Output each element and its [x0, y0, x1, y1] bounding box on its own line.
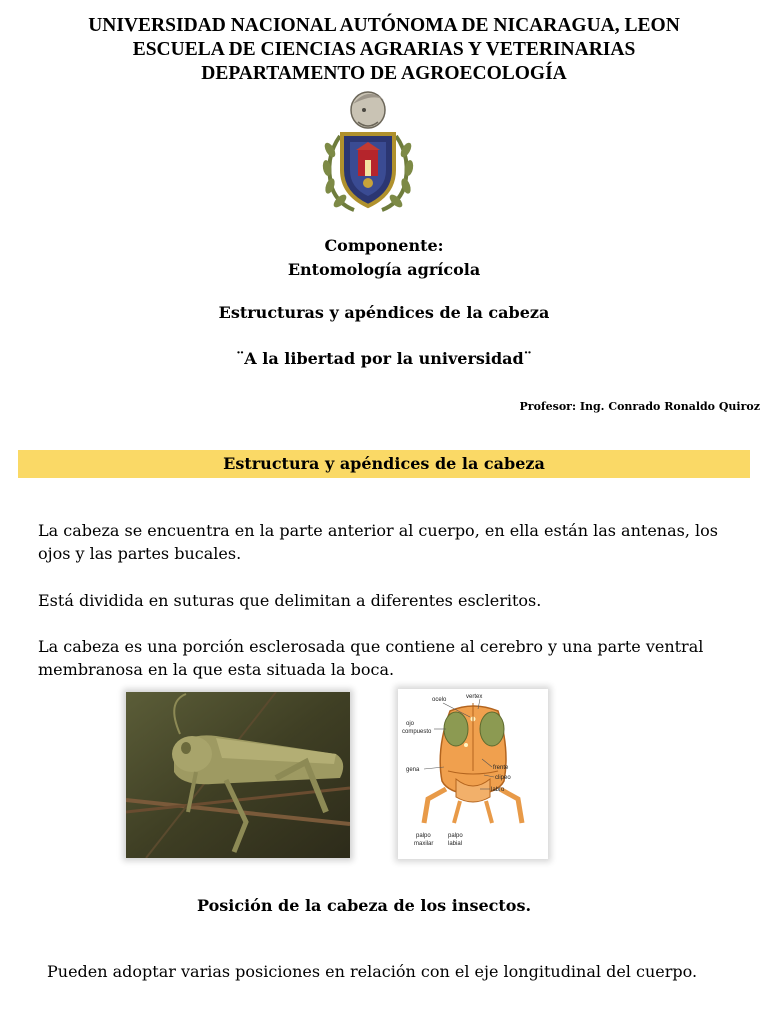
university-name: UNIVERSIDAD NACIONAL AUTÓNOMA DE NICARAGUA, LEON: [88, 15, 680, 36]
document-subtitle: Estructuras y apéndices de la cabeza: [218, 303, 550, 322]
grasshopper-photo: [126, 692, 350, 858]
paragraph-2: Está dividida en suturas que delimitan a diferentes escleritos.: [38, 591, 542, 610]
document-header: [0, 14, 768, 86]
professor-name: Profesor: Ing. Conrado Ronaldo Quiroz: [519, 400, 760, 413]
section-title-band: Estructura y apéndices de la cabeza: [18, 450, 750, 478]
label-palpo-labial-2: labial: [448, 841, 463, 847]
department-name: DEPARTAMENTO DE AGROECOLOGÍA: [201, 63, 567, 84]
paragraph-3: La cabeza es una porción esclerosada que contiene al cerebro y una parte ventral membranosa en la que esta situada la boca.: [38, 637, 704, 679]
label-ocelo: ocelo: [432, 697, 447, 703]
label-frente: frente: [493, 765, 509, 771]
university-seal-image: [318, 88, 418, 214]
label-compuesto: compuesto: [402, 729, 432, 735]
label-vertex: vertex: [466, 694, 483, 700]
component-block: [0, 234, 768, 282]
figure-caption: Posición de la cabeza de los insectos.: [196, 896, 532, 915]
label-palpo-maxilar-1: palpo: [416, 833, 431, 839]
label-palpo-labial-1: palpo: [448, 833, 463, 839]
paragraph-1: La cabeza se encuentra en la parte anterior al cuerpo, en ella están las antenas, los ojos y las partes bucales.: [38, 521, 718, 563]
label-gena: gena: [406, 767, 420, 773]
school-name: ESCUELA DE CIENCIAS AGRARIAS Y VETERINARIAS: [132, 39, 636, 60]
closing-paragraph: Pueden adoptar varias posiciones en relación con el eje longitudinal del cuerpo.: [47, 962, 698, 981]
insect-head-diagram: [398, 689, 548, 859]
component-label: Componente:: [324, 236, 444, 255]
university-motto: ¨A la libertad por la universidad¨: [236, 349, 532, 368]
label-clipeo: clipeo: [495, 775, 511, 781]
label-ojo: ojo: [406, 721, 415, 727]
component-name: Entomología agrícola: [287, 260, 481, 279]
label-labro: labro: [491, 787, 505, 793]
label-palpo-maxilar-2: maxilar: [414, 841, 434, 847]
